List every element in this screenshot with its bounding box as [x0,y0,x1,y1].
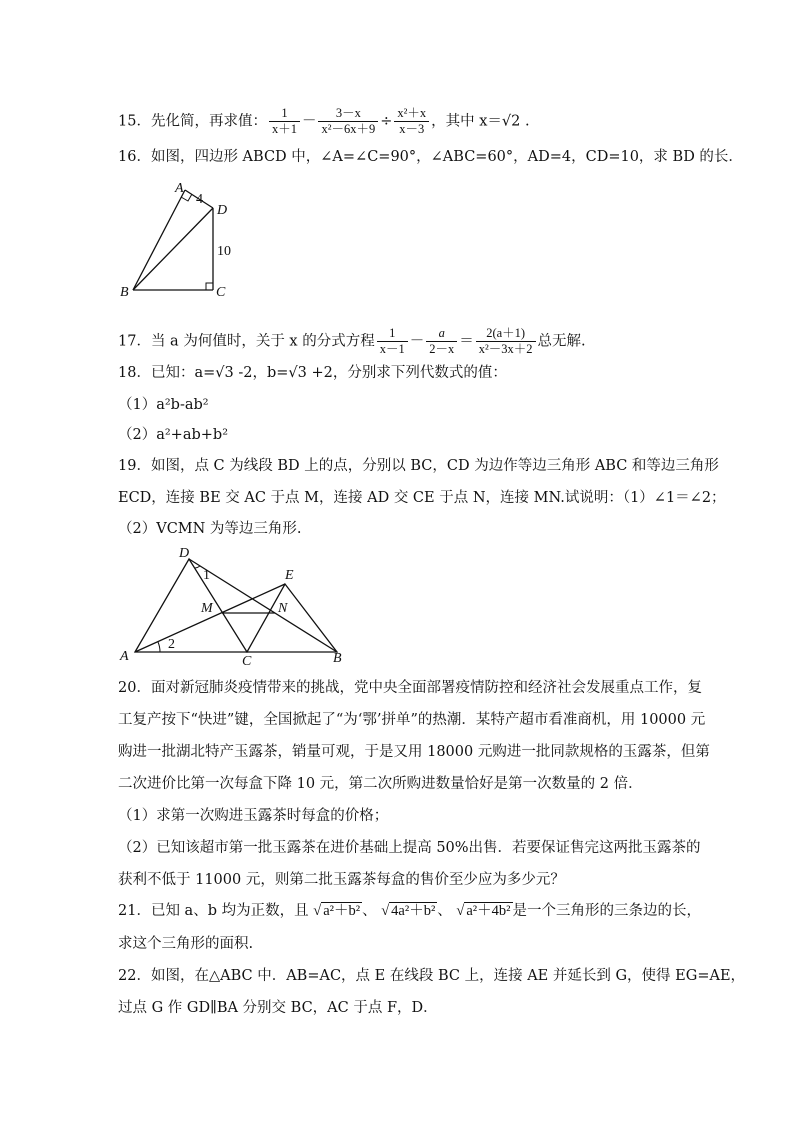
q17-suffix: 总无解. [537,333,586,350]
q15-fraction-2: $\frac{3-x}{\text{x²－6x＋9}}$ [318,106,378,137]
q20-part-2-line-1: （2）已知该超市第一批玉露茶在进价基础上提高 50%出售．若要保证售完这两批玉露茶的 [118,840,701,856]
q20-part-1: （1）求第一次购进玉露茶时每盒的价格； [118,808,389,824]
question-15: 15．先化简，再求值： $\frac{1}{x+1}$ － $\frac{3-x}{\text{x²－6x＋9}}$ ÷ $\frac{\text{x²＋x}}{x-3}$ ，其中 x＝√2 . [118,106,530,136]
q19-label-a: A [120,649,129,664]
q21-prefix: 21．已知 a、b 均为正数，且 [118,903,309,919]
q17-prefix: 17．当 a 为何值时，关于 x 的分式方程 [118,333,375,350]
q19-label-e: E [285,568,294,583]
q16-figure [115,180,245,300]
q19-label-m: M [201,601,213,616]
q21-radical-1: √ a²＋b² [313,903,361,919]
q20-line-1: 20．面对新冠肺炎疫情带来的挑战，党中央全面部署疫情防控和经济社会发展重点工作，复 [118,680,702,696]
q17-fraction-1: $\frac{1}{x-1}$ [377,326,408,357]
q16-label-ad: 4 [196,192,203,207]
q21-line-2: 求这个三角形的面积. [118,936,254,952]
q17-fraction-2: $\frac{a}{2-x}$ [426,326,457,357]
q16-label-cd: 10 [217,244,231,259]
q19-line-2: ECD，连接 BE 交 AC 于点 M，连接 AD 交 CE 于点 N，连接 MN.试说明：（1）∠1＝∠2； [118,490,726,506]
q19-figure [115,545,355,670]
q16-label-d: D [217,203,228,218]
q17-fraction-3: $\frac{2(a+1)}{\text{x²－3x＋2}}$ [476,326,536,357]
q21-suffix: 是一个三角形的三条边的长， [512,903,702,919]
q19-label-c: C [242,654,252,669]
q16-label-b: B [120,285,129,300]
q20-line-4: 二次进价比第一次每盒下降 10 元，第二次所购进数量恰好是第一次数量的 2 倍． [118,776,643,792]
q19-label-d: D [179,546,190,561]
q18-part-1: （1）a²b-ab² [118,397,209,413]
question-21: 21．已知 a、b 均为正数，且 √ a²＋b² 、 √ 4a²＋b² 、 √ a²＋4b² 是一个三角形的三条边的长， [118,903,702,919]
q22-line-2: 过点 G 作 GD∥BA 分别交 BC，AC 于点 F，D． [118,1000,438,1016]
q21-radical-2: √ 4a²＋b² [381,903,436,919]
q15-fraction-3: $\frac{\text{x²＋x}}{x-3}$ [394,106,429,137]
q16-label-c: C [216,285,226,300]
q19-line-1: 19．如图，点 C 为线段 BD 上的点，分别以 BC，CD 为边作等边三角形 ABC 和等边三角形 [118,458,719,474]
q18-part-2: （2）a²+ab+b² [118,427,229,443]
q20-part-2-line-2: 获利不低于 11000 元，则第二批玉露茶每盒的售价至少应为多少元？ [118,872,565,888]
q19-label-angle1: 1 [203,568,210,583]
question-16: 16．如图，四边形 ABCD 中，∠A=∠C=90°，∠ABC=60°，AD=4，CD=10，求 BD 的长． [118,149,743,165]
q15-suffix: ，其中 x＝√2 . [431,113,530,130]
q19-label-n: N [278,601,288,616]
q19-label-angle2: 2 [168,637,175,652]
q21-radical-3: √ a²＋4b² [456,903,511,919]
q19-line-3: （2）VCMN 为等边三角形. [118,521,302,537]
q19-label-b: B [333,651,342,666]
q22-line-1: 22．如图，在△ABC 中．AB=AC，点 E 在线段 BC 上，连接 AE 并延长到 G，使得 EG=AE， [118,968,746,984]
q15-fraction-1: $\frac{1}{x+1}$ [269,106,300,137]
q16-label-a: A [175,181,184,196]
q20-line-3: 购进一批湖北特产玉露茶，销量可观，于是又用 18000 元购进一批同款规格的玉露茶，但第 [118,744,710,760]
question-17: 17．当 a 为何值时，关于 x 的分式方程 $\frac{1}{x-1}$ － $\frac{a}{2-x}$ ＝ $\frac{2(a+1)}{\text{x²－3x＋2}}$ 总无解. [118,326,586,356]
q15-prefix: 15．先化简，再求值： [118,113,267,130]
question-18: 18．已知：a=√3 -2，b=√3 +2，分别求下列代数式的值： [118,365,507,381]
q20-line-2: 工复产按下“快进”键，全国掀起了“为‘鄂’拼单”的热潮．某特产超市看准商机，用 10000 元 [118,712,706,728]
